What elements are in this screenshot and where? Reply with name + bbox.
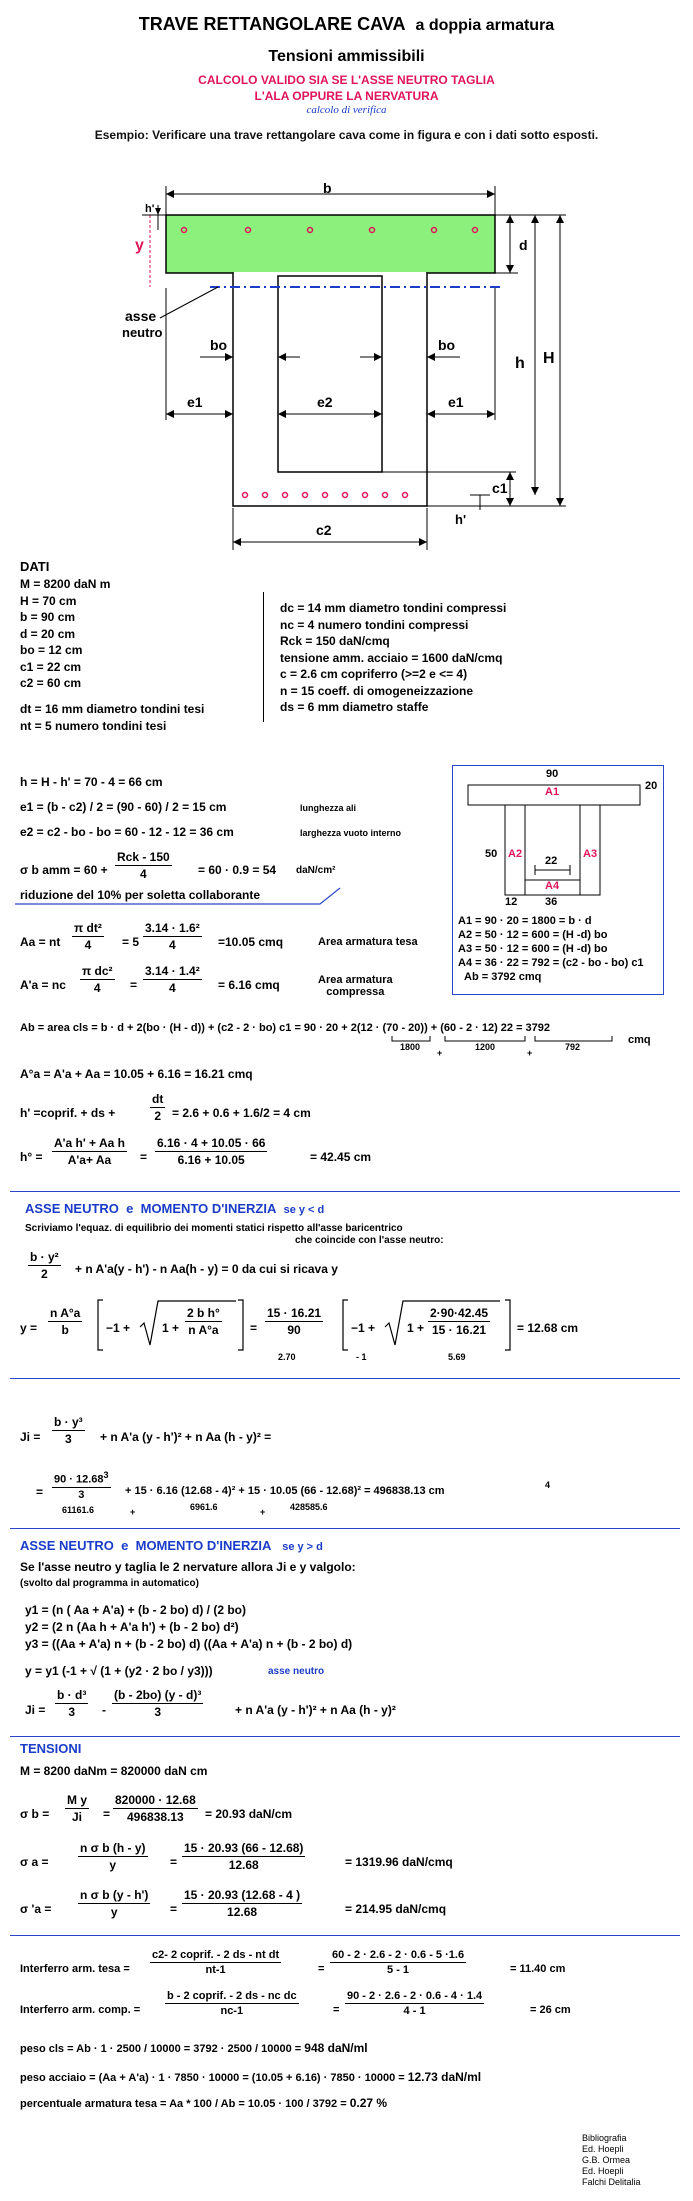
dati-divider	[263, 592, 264, 722]
riduzione-note: riduzione del 10% per soletta collaborante	[20, 888, 261, 902]
section2-formulas: y1 = (n ( Aa + A'a) + (b - 2 bo) d) / (2 bo) y2 = (2 n (Aa h + A'a h') + (b - 2 bo) d²) y3 = ((Aa + A'a) n + (b - 2 bo) d) ((Aa + A'a) n + (b - 2 bo) d)	[25, 1603, 353, 1651]
area-a4-label: A4	[545, 880, 560, 892]
calc-e2: e2 = c2 - bo - bo = 60 - 12 - 12 = 36 cm	[20, 825, 234, 839]
dati-title: DATI	[20, 559, 50, 574]
calc-a-tot: A°a = A'a + Aa = 10.05 + 6.16 = 16.21 cmq	[20, 1067, 253, 1081]
validity-note-2: L'ALA OPPURE LA NERVATURA	[254, 89, 439, 103]
dim-h: h	[515, 355, 525, 372]
dim-e1-right: e1	[448, 394, 464, 410]
result-peso-cls: 948 daN/ml	[304, 2041, 368, 2055]
page-subtitle: Tensioni ammissibili	[268, 48, 425, 65]
dati-left-list: M = 8200 daN m H = 70 cm b = 90 cm d = 20 cm bo = 12 cm c1 = 22 cm c2 = 60 cm	[20, 577, 111, 690]
dati-left2-list: dt = 16 mm diametro tondini tesi nt = 5 numero tondini tesi	[20, 702, 205, 733]
area-a2-label: A2	[508, 848, 523, 860]
dim-d: d	[519, 237, 528, 253]
calc-ab: Ab = area cls = b · d + 2(bo · (H - d)) + (c2 - 2 · bo) c1 = 90 · 20 + 2(12 · (70 - 20)) + (60 - 2 · 12) 22 = 3792	[20, 1022, 551, 1034]
divider-3	[10, 1528, 680, 1529]
label-asse: asse	[125, 308, 157, 324]
divider-2	[10, 1378, 680, 1379]
aa-frac1: $\frac{\text{π dt²}}{4}$	[74, 921, 102, 952]
divider-4	[10, 1736, 680, 1737]
aa-frac2: $\frac{\text{3.14 · 1.6²}}{4}$	[145, 921, 200, 952]
ac-frac1: $\frac{\text{π dc²}}{4}$	[82, 964, 113, 995]
label-neutro: neutro	[122, 325, 163, 340]
divider-5	[10, 1935, 680, 1936]
result-peso-acciaio: 12.73 daN/ml	[407, 2070, 482, 2084]
result-percentuale: 0.27 %	[349, 2096, 388, 2110]
sigma-frac: Rck - 150 4	[117, 850, 170, 881]
dim-c1: c1	[492, 480, 508, 496]
result-sigma-b: = 20.93 daN/cm	[205, 1807, 293, 1821]
dim-c2: c2	[316, 522, 332, 538]
example-text: Esempio: Verificare una trave rettangolare cava come in figura e con i dati sotto esposti.	[94, 128, 599, 142]
validity-note-1: CALCOLO VALIDO SIA SE L'ASSE NEUTRO TAGLIA	[198, 73, 495, 87]
section2-title: ASSE NEUTRO e MOMENTO D'INERZIA se y > d	[20, 1538, 323, 1553]
ac-frac2: $\frac{\text{3.14 · 1.4²}}{4}$	[145, 964, 200, 995]
dim-e2: e2	[317, 394, 333, 410]
hs-frac2: $\frac{6.16 \cdot 4 + 10.05 \cdot 66}{6.16 + 10.05}$	[157, 1136, 266, 1167]
dim-h1-top: h'	[145, 203, 155, 215]
hollow	[278, 276, 382, 472]
hs-frac1: $\frac{\text{A'a h' + Aa h}}{A'a+ Aa}$	[54, 1136, 125, 1167]
flange	[166, 215, 495, 273]
result-interferro-tesa: = 11.40 cm	[510, 1963, 566, 1975]
calc-e1: e1 = (b - c2) / 2 = (90 - 60) / 2 = 15 cm	[20, 800, 227, 814]
calc-type-note: calcolo di verifica	[306, 104, 387, 116]
result-y: = 12.68 cm	[517, 1321, 579, 1335]
area-formulas: A1 = 90 · 20 = 1800 = b · d A2 = 50 · 12 = 600 = (H -d) bo A3 = 50 · 12 = 600 = (H -d) bo A4 = 36 · 22 = 792 = (c2 - bo - bo) c1 Ab = 3792 cmq	[458, 915, 644, 983]
dati-right-list: dc = 14 mm diametro tondini compressi nc = 4 numero tondini compressi Rck = 150 daN/cmq tensione amm. acciaio = 1600 daN/cmq c = 2.6 cm copriferro (>=2 e <= 4) n = 15 coeff. di omogeneizzazione ds = 6 mm diametro staffe	[280, 601, 507, 714]
dim-H: H	[543, 350, 555, 367]
result-sigma-a: = 1319.96 daN/cmq	[345, 1855, 453, 1869]
dim-bo-left: bo	[210, 337, 228, 353]
area-a3-label: A3	[583, 848, 598, 860]
area-a1-label: A1	[545, 786, 560, 798]
section1-title: ASSE NEUTRO e MOMENTO D'INERZIA se y < d	[25, 1201, 325, 1216]
dim-bo-right: bo	[438, 337, 456, 353]
section-figure	[0, 170, 693, 570]
dim-y: y	[135, 237, 144, 254]
calc-h: h = H - h' = 70 - 4 = 66 cm	[20, 775, 163, 789]
tensioni-title: TENSIONI	[20, 1741, 82, 1756]
divider-1	[10, 1191, 680, 1192]
dim-b: b	[323, 180, 332, 196]
result-interferro-comp: = 26 cm	[530, 2004, 571, 2016]
dim-e1-left: e1	[187, 394, 203, 410]
dim-h1-bottom: h'	[455, 512, 467, 527]
result-sigma-c: = 214.95 daN/cmq	[345, 1902, 447, 1916]
page-title: TRAVE RETTANGOLARE CAVA a doppia armatura	[138, 14, 555, 34]
bibliography: Bibliografia Ed. Hoepli G.B. Ormea Ed. Hoepli Falchi Delitalia	[582, 2133, 641, 2187]
